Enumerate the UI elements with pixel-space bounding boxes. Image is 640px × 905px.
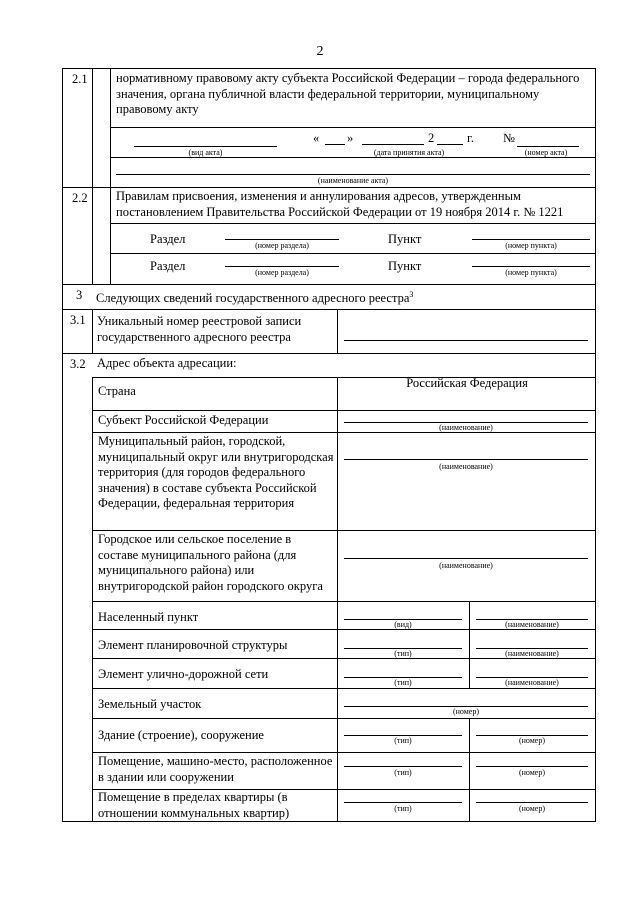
- section-number-caption-2: (номер раздела): [255, 268, 309, 277]
- inner-col-divider: [110, 68, 111, 284]
- row-divider-3: [62, 284, 596, 285]
- num-col-divider-2: [92, 309, 93, 353]
- addr-split-3: [469, 718, 470, 822]
- apartment-type-caption: (тип): [394, 804, 412, 813]
- s31-text: Уникальный номер реестровой записи государственного адресного реестра: [97, 314, 302, 344]
- act-type-line[interactable]: [134, 146, 277, 147]
- act-day-line[interactable]: [325, 144, 345, 145]
- building-number-caption: (номер): [518, 736, 546, 745]
- premises-label: Помещение, машино-место, расположенное в здании или сооружении: [98, 754, 333, 784]
- s3-footnote: 3: [409, 290, 414, 299]
- page-number: 2: [316, 44, 324, 59]
- land-number-caption: (номер): [452, 707, 480, 716]
- address-form: [62, 68, 596, 822]
- settlement-line[interactable]: [344, 558, 588, 559]
- building-type-caption: (тип): [394, 736, 412, 745]
- year-suffix: г.: [467, 131, 474, 145]
- s31-value-divider: [337, 309, 338, 353]
- subject-caption: (наименование): [439, 423, 493, 432]
- quote-open: «: [313, 131, 320, 145]
- addr-row-6: [92, 658, 596, 659]
- border-left: [62, 68, 63, 822]
- s22-row-divider-1: [110, 223, 596, 224]
- addr-row-9: [92, 752, 596, 753]
- act-name-caption: (наименование акта): [317, 176, 389, 185]
- apartment-label: Помещение в пределах квартиры (в отношении коммунальных квартир): [98, 790, 290, 820]
- item-number-line-1[interactable]: [472, 239, 590, 240]
- premises-type-caption: (тип): [394, 768, 412, 777]
- addr-row-8: [92, 718, 596, 719]
- border-top: [62, 68, 596, 69]
- act-month-line[interactable]: [362, 144, 424, 145]
- section-number-caption-1: (номер раздела): [255, 241, 309, 250]
- building-label: Здание (строение), сооружение: [98, 728, 264, 742]
- municipal-label: Муниципальный район, городской, муниципальный округ или внутригородская территория (для городов федерального значения) в составе субъекта Российской Федерации, федеральная территория: [98, 434, 334, 510]
- subject-label: Субъект Российской Федерации: [98, 413, 269, 427]
- number-sign: №: [503, 131, 515, 145]
- s21-row-divider-2: [110, 157, 596, 158]
- num-col-divider-3: [92, 377, 93, 822]
- s21-number: 2.1: [72, 72, 88, 86]
- addr-row-7: [92, 688, 596, 689]
- act-year-line[interactable]: [437, 144, 463, 145]
- row-divider-3-2: [62, 353, 596, 354]
- s21-text: нормативному правовому акту субъекта Российской Федерации – города федерального значения, органа публичной власти федеральной территории, муниципальному правовому акту: [116, 71, 580, 116]
- street-label: Элемент улично-дорожной сети: [98, 667, 269, 681]
- item-label-1: Пункт: [388, 232, 422, 246]
- s21-row-divider-1: [110, 127, 596, 128]
- border-right: [595, 68, 596, 822]
- settlement-label: Городское или сельское поселение в составе муниципального района (для муниципального района) или внутригородской район городского округа: [98, 532, 323, 593]
- act-number-caption: (номер акта): [524, 148, 568, 157]
- locality-label: Населенный пункт: [98, 610, 199, 624]
- premises-number-caption: (номер): [518, 768, 546, 777]
- row-divider-3-1: [62, 309, 596, 310]
- addr-row-4: [92, 601, 596, 602]
- quote-close: »: [347, 131, 354, 145]
- municipal-line[interactable]: [344, 459, 588, 460]
- act-number-line[interactable]: [517, 146, 579, 147]
- apartment-number-caption: (номер): [518, 804, 546, 813]
- planning-label: Элемент планировочной структуры: [98, 638, 288, 652]
- settlement-caption: (наименование): [439, 561, 493, 570]
- act-name-line[interactable]: [116, 174, 590, 175]
- country-value: Российская Федерация: [406, 376, 528, 390]
- addr-row-2: [92, 432, 596, 433]
- section-number-line-1[interactable]: [225, 239, 339, 240]
- section-number-line-2[interactable]: [225, 266, 339, 267]
- act-date-caption: (дата принятия акта): [373, 148, 445, 157]
- street-type-caption: (тип): [394, 678, 412, 687]
- s3-number: 3: [76, 288, 83, 302]
- s22-number: 2.2: [72, 191, 88, 205]
- num-col-divider-1: [92, 68, 93, 284]
- addr-row-5: [92, 629, 596, 630]
- s31-number: 3.1: [70, 313, 86, 327]
- planning-type-caption: (тип): [394, 649, 412, 658]
- s22-text: Правилам присвоения, изменения и аннулирования адресов, утвержденным постановлением Правительства Российской Федерации от 19 ноября 2014 г. № 1221: [116, 189, 564, 219]
- section-label-1: Раздел: [150, 232, 186, 246]
- s32-number: 3.2: [70, 357, 86, 371]
- street-name-caption: (наименование): [505, 678, 559, 687]
- section-label-2: Раздел: [150, 259, 186, 273]
- premises-type-line[interactable]: [344, 766, 462, 767]
- land-label: Земельный участок: [98, 697, 202, 711]
- border-bottom: [62, 821, 596, 822]
- s3-text: [96, 287, 413, 307]
- premises-number-line[interactable]: [476, 766, 588, 767]
- locality-name-caption: (наименование): [505, 620, 559, 629]
- row-divider-2-2: [62, 187, 596, 188]
- item-label-2: Пункт: [388, 259, 422, 273]
- addr-split-1: [469, 601, 470, 658]
- addr-split-2: [469, 658, 470, 688]
- year-prefix: 2: [428, 131, 435, 145]
- registry-number-line[interactable]: [344, 340, 588, 341]
- s32-title: Адрес объекта адресации:: [97, 356, 237, 370]
- apartment-number-line[interactable]: [476, 802, 588, 803]
- locality-kind-caption: (вид): [394, 620, 412, 629]
- addr-row-1: [92, 410, 596, 411]
- apartment-type-line[interactable]: [344, 802, 462, 803]
- s3-text-content: Следующих сведений государственного адресного реестра: [96, 291, 410, 306]
- municipal-caption: (наименование): [439, 462, 493, 471]
- addr-row-3: [92, 530, 596, 531]
- planning-name-caption: (наименование): [505, 649, 559, 658]
- item-number-caption-1: (номер пункта): [505, 241, 557, 250]
- act-type-caption: (вид акта): [188, 148, 223, 157]
- country-label: Страна: [98, 384, 136, 398]
- item-number-caption-2: (номер пункта): [505, 268, 557, 277]
- item-number-line-2[interactable]: [472, 266, 590, 267]
- s22-row-divider-2: [110, 253, 596, 254]
